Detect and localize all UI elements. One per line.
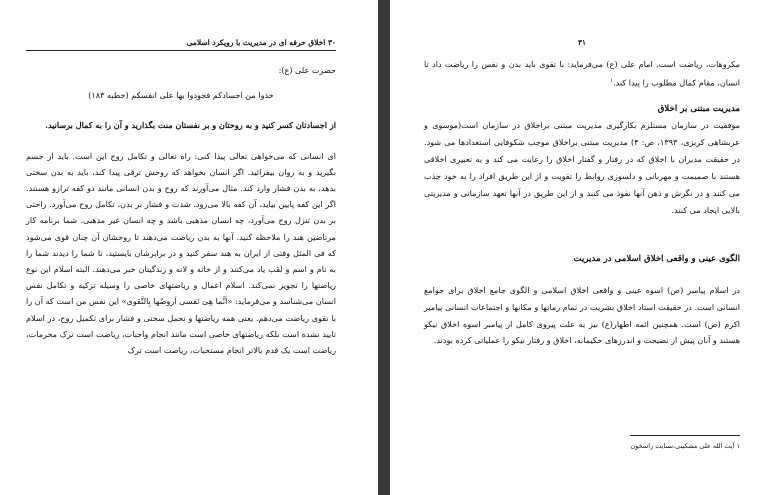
- section-heading-islamic-ethics-model: الگوی عینی و واقعی اخلاق اسلامی در مدیریت: [573, 253, 740, 264]
- right-page: [390, 0, 768, 495]
- right-page-content: [424, 56, 740, 349]
- section-paragraph-ethics-based-management: موفقیت در سازمان مستلزم بکارگیری مدیریت مبتنی براخلاق در سازمان است(موسوی و عربشاهی کربزی، ۱۳۹۳، ص: ۴) مدیریت مبتنی براخلاق موجب شکوفایی استعدادها می شود. در حقیقت مدیران با اخلاق که در رفتار و گفتار اخلاق را رعایت می کند و به تعبیری اخلاقی هستند با صمیمت و مهربانی و دلسوزی روابط را تقویت و از این طریق افراد را به خود جذب می کنند و در نگرش و ذهن آنها نفوذ می کنند و از این طریق در آنها تعهد سازمانی و مدیریتی بالایی ایجاد می کنند.: [424, 120, 740, 215]
- left-running-head: ۳۰ اخلاق حرفه ای در مدیریت با رویکرد اسلامی: [26, 38, 336, 51]
- footnote-separator: [630, 435, 740, 436]
- right-intro-paragraph: [424, 56, 740, 92]
- book-gutter: [378, 0, 390, 495]
- hadith-translation: از اجسادتان کسر کنید و به روحتان و بر نفستان منت بگذارید و آن را به کمال برسانید.: [45, 120, 336, 131]
- footnote: ۱ آیت الله علی مشکینی،نسایت راسخون: [630, 442, 740, 450]
- right-page-number: ۳۱: [577, 38, 587, 47]
- left-page-content: [26, 62, 336, 358]
- hadith-arabic: خذوا من اجسادکم فجودوا بها علی انفسکم (خطبه ۱۸۳): [88, 90, 274, 101]
- hadith-attribution: حضرت علی (ع):: [278, 65, 336, 75]
- section-heading-ethics-based-management: مدیریت مبتنی بر اخلاق: [657, 103, 740, 114]
- left-page: [0, 0, 378, 495]
- footnote-mark: ۱: [610, 77, 614, 84]
- intro-text: مکروهات، ریاضت است. امام علی (ع) می‌فرماید: با تقوی باید بدن و نفس را ریاضت داد تا انسان، مقام کمال مطلوب را پیدا کند.: [424, 59, 740, 88]
- section-paragraph-islamic-ethics-model: در اسلام پیامبر (ص) اسوه عینی و واقعی اخلاق اسلامی و الگوی جامع اخلاق برای جوامع انسانی است. در حقیقت استاد اخلاق بشریت در تمام زمانها و مکانها و اجتماعات انسانی پیامبر اکرم (ص) است. همچنین ائمه اطهار(ع) نیز به علت پیروی کامل از پیامبر اسوه اخلاق نیکو هستند و آنان پیش از نصیحت و اندرزهای حکیمانه، اخلاق و رفتار نیکو را عملیاتی کرده بودند.: [424, 284, 740, 346]
- left-body-paragraph: ای انسانی که می‌خواهی تعالی پیدا کنی: راه تعالی و تکامل روح این است. باید از جسم بگیرید و به روان بیفزائید. اگر انسان بخواهد که روحش ترقی پیدا کند، باید به بدن سختی بدهد، به بدن فشار وارد کند. مثال می‌آورند که روح و بدن انسانی مانند دو کفه ترازو هستند. اگر این کفه پایین بیاید، آن کفه بالا می‌رود. شدت و فشار بر بدن، تکامل روح می‌آورد. راحتی بر بدن تنزل روح می‌آورد، چه انسان مذهبی باشد و چه انسان غیر مذهبی. شما برنامه کار مرتاضین هند را ملاحظه کنید. آنها به بدن ریاضت می‌دهند تا روحشان آن چنان قوی می‌شود که فی المثل وقتی از ایران به هند سفر کنید و در برابرشان بایستید، تا شما را دیدند شما را به نام و اسم و لقب یاد می‌کنند و از خانه و لانه و زندگیتان خبر می‌دهند. البته اسلام این نوع ریاضتها را تجویز نمی‌کند. اسلام اعمال و ریاضتهای خاصی را وسیله تزکیه و تکامل نفس انسان می‌شناسد و می‌فرماید: «اَنَّما هِیَ نَفسی اَروضُها بِالتَّقوی» این نفس من است که آن را با تقوی ریاضت می‌دهم. یعنی همه ریاضتها و تحمل سختی و فشار برای تکمیل روح، در اسلام تایید نشده است بلکه ریاضتهای خاصی است مانند انجام واجبات، ریاضت است ترک محرمات، ریاضت است یک قدم بالاتر انجام مستحبات، ریاضت است ترک: [26, 150, 336, 356]
